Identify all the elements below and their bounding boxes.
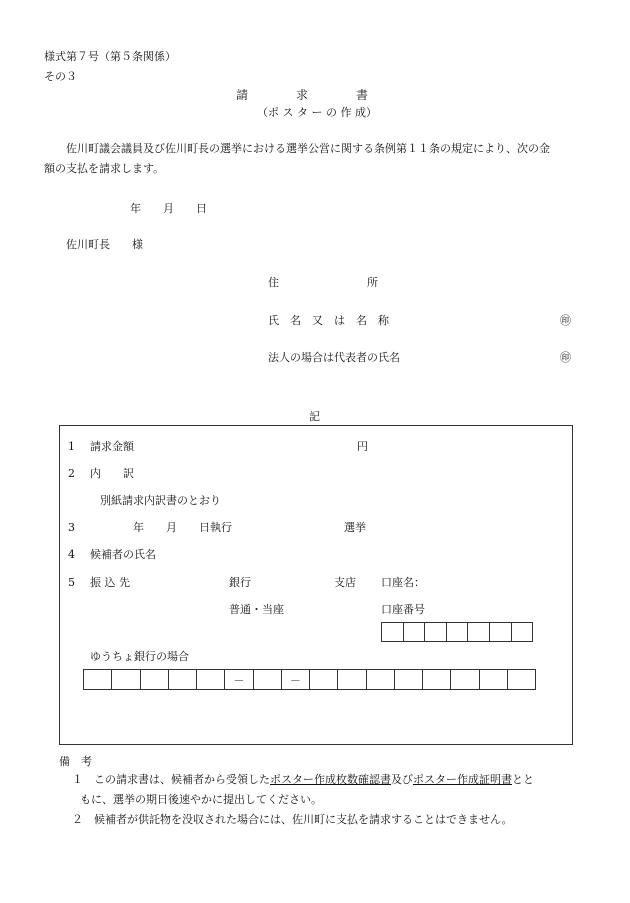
representative-label: 法人の場合は代表者の氏名 (268, 351, 400, 364)
yucho-digit-cell[interactable] (366, 669, 395, 690)
candidate-name-label: 候補者の氏名 (90, 548, 156, 561)
item-number: 1 (68, 440, 75, 453)
account-digit-cell[interactable] (446, 622, 469, 642)
account-digit-cell[interactable] (489, 622, 512, 642)
name-label: 氏 名 又 は 名 称 (268, 314, 389, 327)
intro-line-1: 佐川町議会議員及び佐川町長の選挙における選挙公営に関する条例第１１条の規定により、次の金 (66, 142, 550, 155)
yucho-digit-cell[interactable] (394, 669, 423, 690)
yucho-digit-cell[interactable] (309, 669, 338, 690)
dash-separator: － (289, 673, 301, 687)
claim-amount-label: 請求金額 (90, 440, 134, 453)
account-digit-cell[interactable] (381, 622, 404, 642)
note-number: １ (72, 773, 83, 786)
yucho-digit-cell[interactable] (168, 669, 197, 690)
item-number: 3 (68, 521, 75, 534)
note-number: ２ (72, 813, 83, 826)
note-1-line-1 (94, 773, 534, 786)
yucho-digit-cell[interactable] (83, 669, 112, 690)
branch-label: 支店 (334, 576, 356, 589)
yucho-digit-cell[interactable] (337, 669, 366, 690)
breakdown-detail: 別紙請求内訳書のとおり (100, 494, 221, 507)
account-digit-cell[interactable] (467, 622, 490, 642)
bank-label: 銀行 (229, 576, 251, 589)
yucho-digit-cell[interactable] (224, 669, 253, 690)
transfer-label: 振 込 先 (90, 576, 130, 589)
page-subtitle: （ポ ス タ ー の 作 成） (257, 106, 377, 119)
details-box (59, 425, 573, 745)
address-label: 住 所 (268, 276, 378, 289)
account-digit-cell[interactable] (424, 622, 447, 642)
seal-icon: ㊞ (560, 351, 571, 364)
yucho-digit-cell[interactable] (479, 669, 508, 690)
item-number: 4 (68, 548, 75, 561)
account-digit-cell[interactable] (511, 622, 534, 642)
yucho-digit-cell[interactable] (507, 669, 536, 690)
account-number-label: 口座番号 (381, 603, 425, 616)
yen-unit: 円 (357, 440, 368, 453)
intro-line-2: 額の支払を請求します。 (44, 162, 165, 175)
note-1-line-2: もに、選挙の期日後速やかに提出してください。 (80, 793, 322, 806)
account-digit-cell[interactable] (403, 622, 426, 642)
yucho-digit-cell[interactable] (450, 669, 479, 690)
account-name-label: 口座名： (381, 576, 425, 589)
yucho-digit-cell[interactable] (140, 669, 169, 690)
note-1-text: この請求書は、候補者から受領した (94, 773, 270, 786)
note-1-doc-2: ポスター作成証明書 (413, 773, 512, 786)
yucho-digit-cell[interactable] (196, 669, 225, 690)
page-title: 請 求 書 (236, 88, 369, 102)
note-1-tail: とと (512, 773, 534, 786)
notes-heading: 備 考 (59, 755, 92, 768)
account-type: 普通・当座 (229, 603, 284, 616)
date-line: 年 月 日 (130, 202, 207, 215)
breakdown-label: 内 訳 (90, 467, 134, 480)
yucho-label: ゆうちょ銀行の場合 (90, 650, 189, 663)
dash-separator: － (233, 673, 245, 687)
item-number: 5 (68, 576, 75, 589)
yucho-digit-cell[interactable] (422, 669, 451, 690)
form-id: 様式第７号（第５条関係） (44, 50, 176, 63)
election-label: 選挙 (344, 521, 366, 534)
addressee: 佐川町長 様 (66, 238, 143, 251)
note-2-text: 候補者が供託物を没収された場合には、佐川町に支払を請求することはできません。 (94, 813, 513, 826)
election-date: 年 月 日執行 (133, 521, 232, 534)
item-number: 2 (68, 467, 75, 480)
note-1-doc-1: ポスター作成枚数確認書 (270, 773, 391, 786)
ki-heading: 記 (309, 410, 320, 423)
note-1-and: 及び (391, 773, 413, 786)
form-part: その３ (44, 70, 77, 83)
yucho-digit-cell[interactable] (111, 669, 140, 690)
seal-icon: ㊞ (560, 314, 571, 327)
yucho-digit-cell[interactable] (281, 669, 310, 690)
yucho-digit-cell[interactable] (253, 669, 282, 690)
